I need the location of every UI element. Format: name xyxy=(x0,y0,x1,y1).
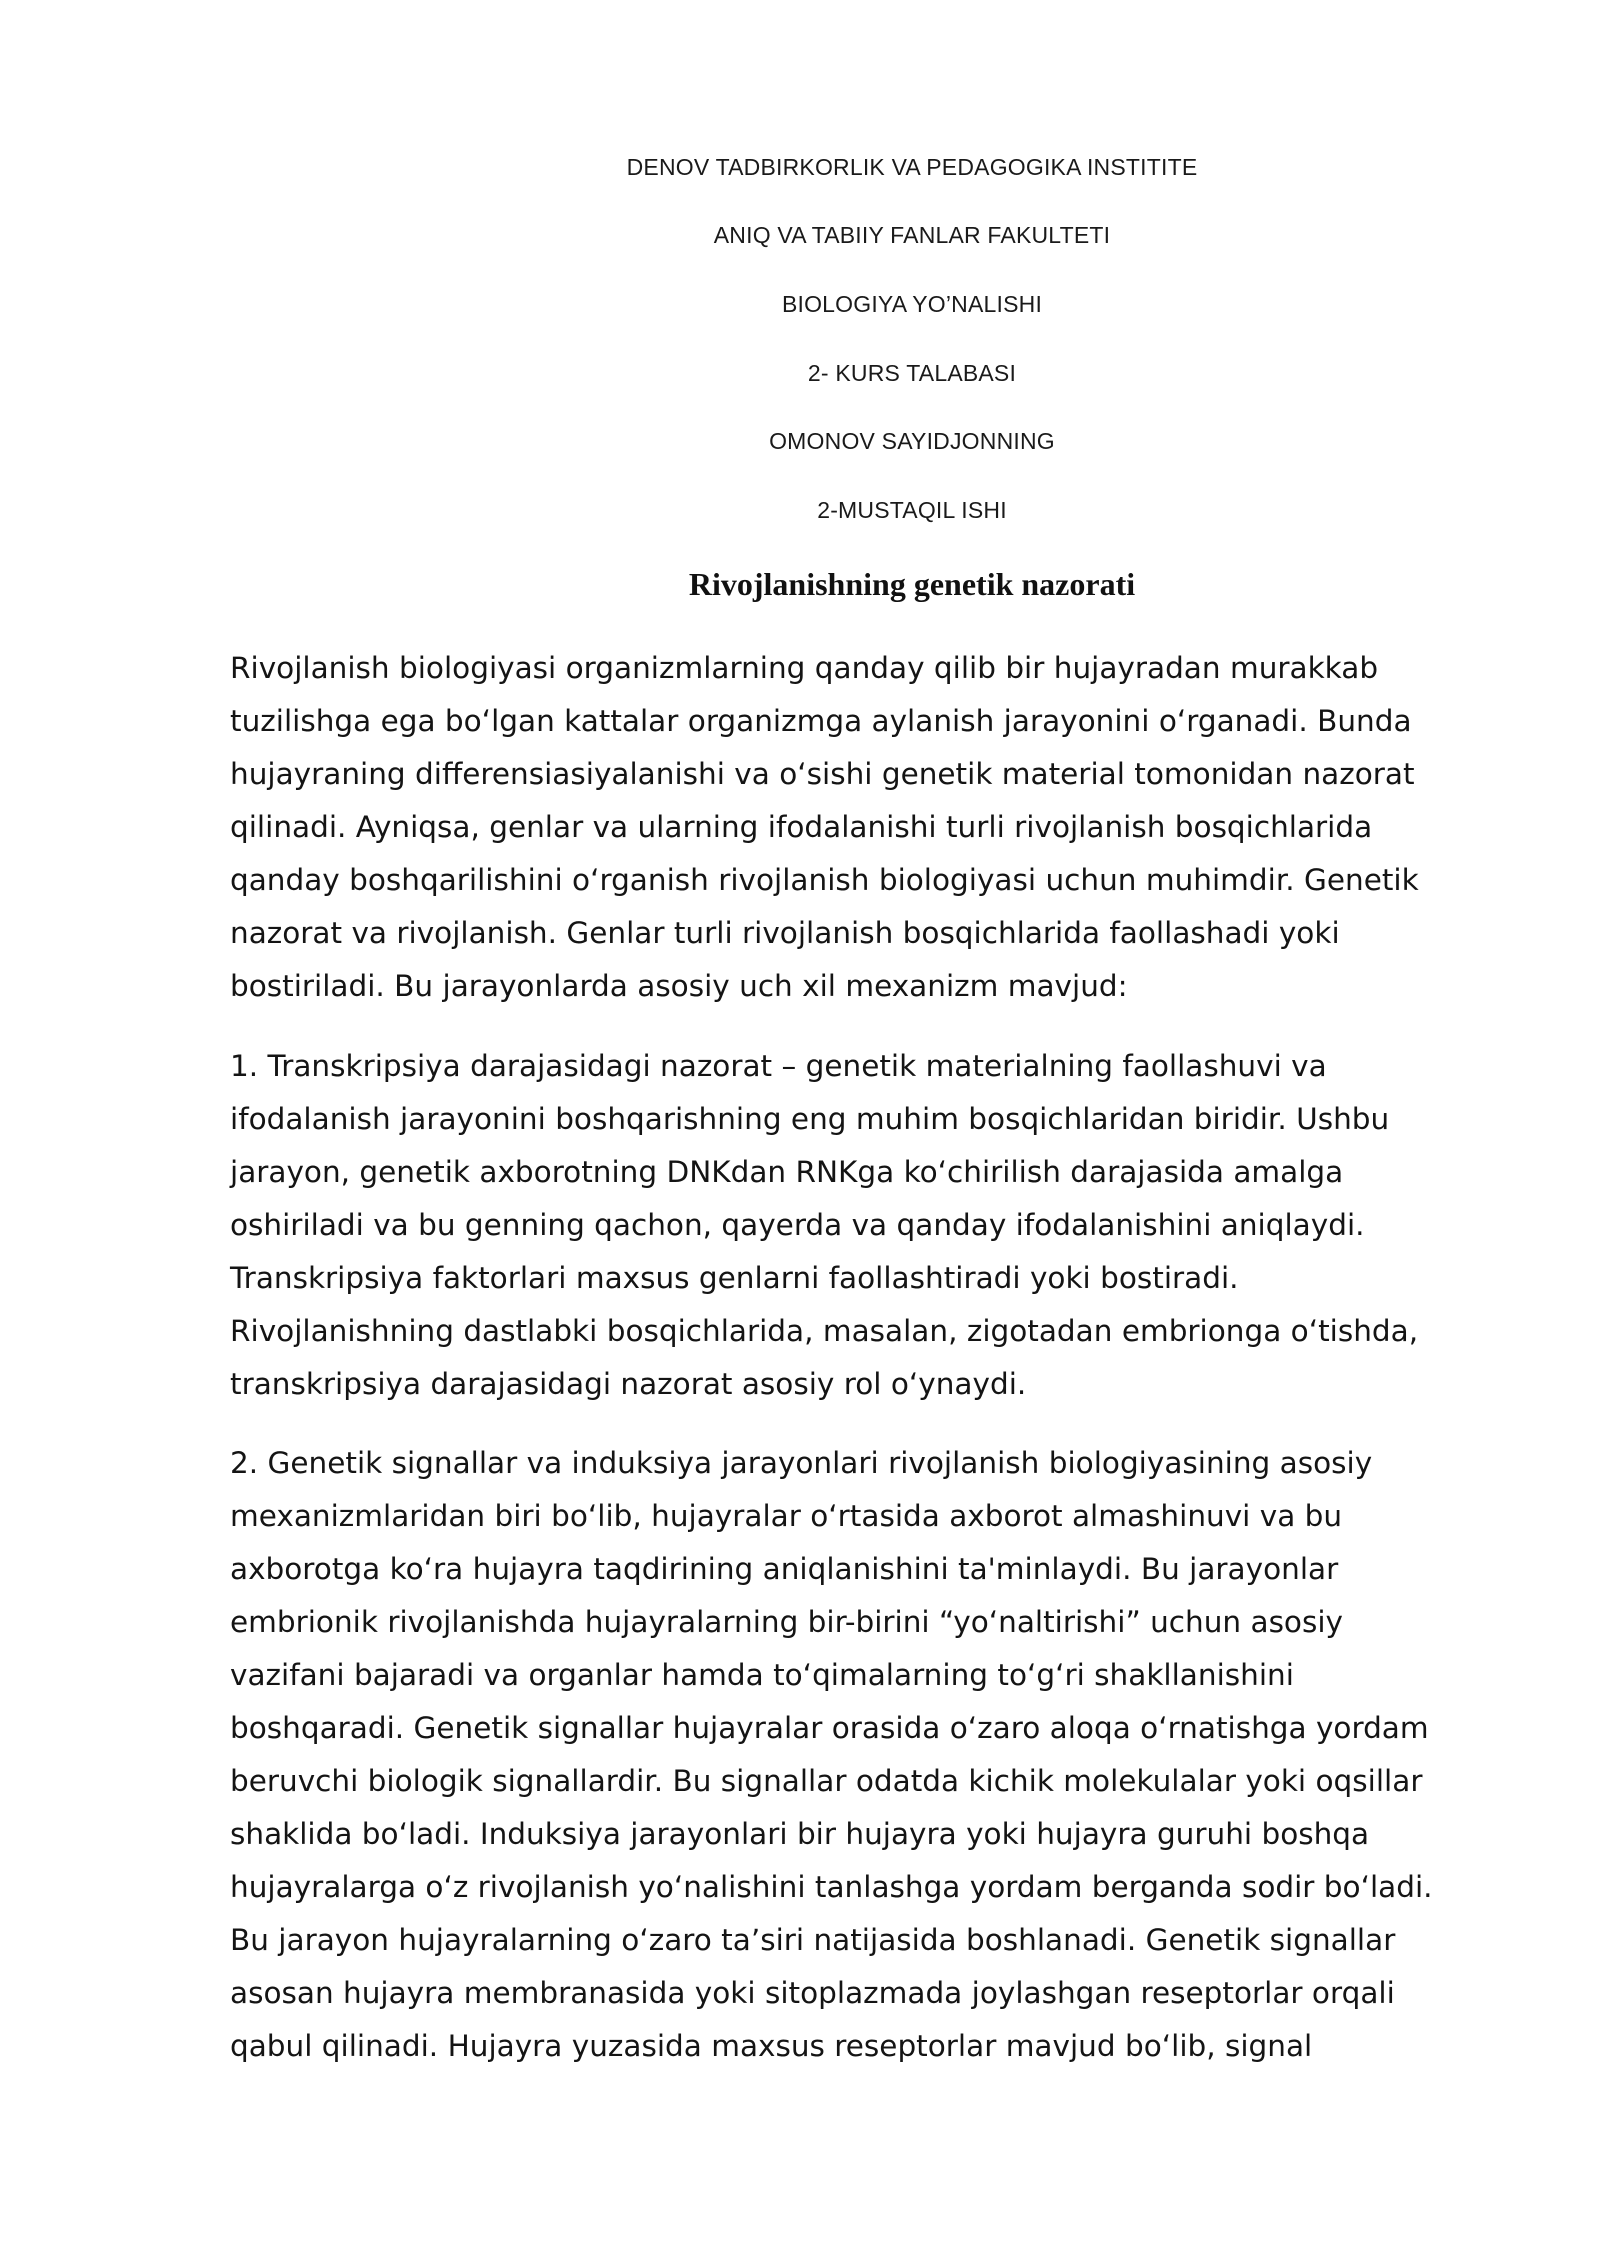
text-line: axborotga koʻra hujayra taqdirining aniqlanishini ta'minlaydi. Bu jarayonlar xyxy=(230,1552,1339,1586)
text-line: tuzilishga ega boʻlgan kattalar organizmga aylanish jarayonini oʻrganadi. Bunda xyxy=(230,704,1412,738)
paragraph-transcription xyxy=(230,1040,1480,1411)
text-line: 2. Genetik signallar va induksiya jarayonlari rivojlanish biologiyasining asosiy xyxy=(230,1446,1373,1480)
work-label: 2-MUSTAQIL ISHI xyxy=(817,497,1007,523)
text-line: shaklida boʻladi. Induksiya jarayonlari bir hujayra yoki hujayra guruhi boshqa xyxy=(230,1817,1370,1851)
text-line: 1. Transkripsiya darajasidagi nazorat – genetik materialning faollashuvi va xyxy=(230,1049,1327,1083)
text-line: qabul qilinadi. Hujayra yuzasida maxsus reseptorlar mavjud boʻlib, signal xyxy=(230,2029,1313,2063)
text-line: mexanizmlaridan biri boʻlib, hujayralar oʻrtasida axborot almashinuvi va bu xyxy=(230,1499,1343,1533)
course-label: 2- KURS TALABASI xyxy=(807,360,1017,386)
text-line: jarayon, genetik axborotning DNKdan RNKga koʻchirilish darajasida amalga xyxy=(230,1155,1344,1189)
text-line: hujayraning differensiasiyalanishi va oʻsishi genetik material tomonidan nazorat xyxy=(230,757,1415,791)
text-line: Transkripsiya faktorlari maxsus genlarni faollashtiradi yoki bostiradi. xyxy=(230,1261,1239,1295)
text-line: Rivojlanishning dastlabki bosqichlarida, masalan, zigotadan embrionga oʻtishda, xyxy=(230,1314,1419,1348)
text-line: qanday boshqarilishini oʻrganish rivojlanish biologiyasi uchun muhimdir. Genetik xyxy=(230,863,1419,897)
faculty-name: ANIQ VA TABIIY FANLAR FAKULTETI xyxy=(713,222,1111,248)
text-line: bostiriladi. Bu jarayonlarda asosiy uch xil mexanizm mavjud: xyxy=(230,969,1128,1003)
text-line: embrionik rivojlanishda hujayralarning bir-birini “yoʻnaltirishi” uchun asosiy xyxy=(230,1605,1344,1639)
text-line: oshiriladi va bu genning qachon, qayerda va qanday ifodalanishini aniqlaydi. xyxy=(230,1208,1365,1242)
direction-name: BIOLOGIYA YO’NALISHI xyxy=(781,291,1043,317)
text-line: Bu jarayon hujayralarning oʻzaro ta’siri natijasida boshlanadi. Genetik signallar xyxy=(230,1923,1396,1957)
text-line: qilinadi. Ayniqsa, genlar va ularning ifodalanishi turli rivojlanish bosqichlarida xyxy=(230,810,1373,844)
text-line: asosan hujayra membranasida yoki sitoplazmada joylashgan reseptorlar orqali xyxy=(230,1976,1395,2010)
institute-name: DENOV TADBIRKORLIK VA PEDAGOGIKA INSTITITE xyxy=(626,154,1198,180)
paragraph-intro xyxy=(230,642,1480,1013)
text-line: Rivojlanish biologiyasi organizmlarning qanday qilib bir hujayradan murakkab xyxy=(230,651,1379,685)
text-line: vazifani bajaradi va organlar hamda toʻqimalarning toʻgʻri shakllanishini xyxy=(230,1658,1294,1692)
text-line: nazorat va rivojlanish. Genlar turli rivojlanish bosqichlarida faollashadi yoki xyxy=(230,916,1340,950)
document-title: Rivojlanishning genetik nazorati xyxy=(688,566,1136,602)
text-line: boshqaradi. Genetik signallar hujayralar orasida oʻzaro aloqa oʻrnatishga yordam xyxy=(230,1711,1429,1745)
text-line: beruvchi biologik signallardir. Bu signallar odatda kichik molekulalar yoki oqsillar xyxy=(230,1764,1423,1798)
text-line: hujayralarga oʻz rivojlanish yoʻnalishini tanlashga yordam berganda sodir boʻladi. xyxy=(230,1870,1433,1904)
paragraph-signals xyxy=(230,1437,1480,2073)
text-line: transkripsiya darajasidagi nazorat asosiy rol oʻynaydi. xyxy=(230,1367,1027,1401)
text-line: ifodalanish jarayonini boshqarishning eng muhim bosqichlaridan biridir. Ushbu xyxy=(230,1102,1390,1136)
student-name: OMONOV SAYIDJONNING xyxy=(769,428,1055,454)
